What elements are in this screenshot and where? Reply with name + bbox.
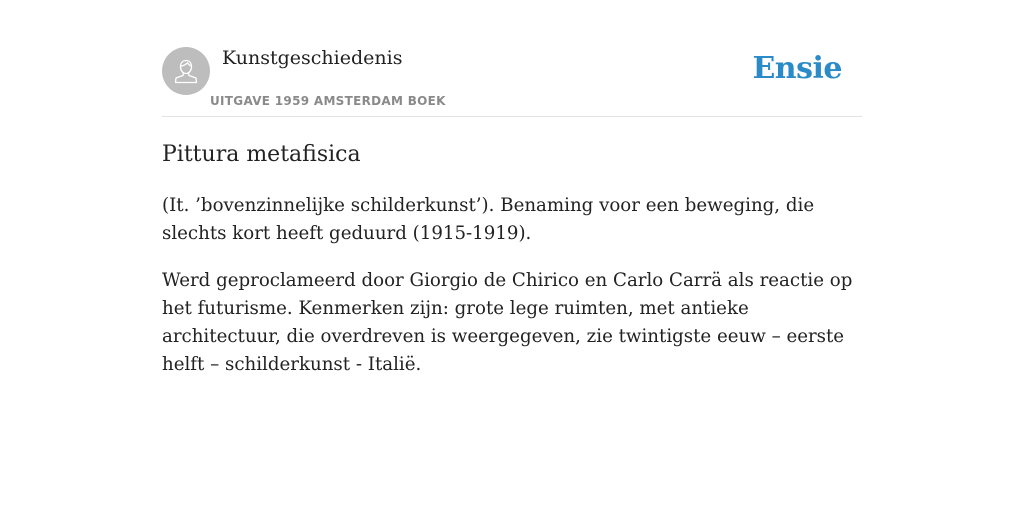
user-silhouette-icon bbox=[171, 56, 201, 86]
article-paragraph: (It. ’bovenzinnelijke schilderkunst’). Benaming voor een beweging, die slechts kort heeft geduurd (1915-1919). bbox=[162, 195, 815, 244]
article-header bbox=[162, 0, 862, 117]
page-container bbox=[162, 0, 862, 375]
brand-logo[interactable]: Ensie bbox=[752, 51, 842, 86]
source-line: UITGAVE 1959 AMSTERDAM BOEK bbox=[210, 94, 446, 108]
author-name-link[interactable]: Kunstgeschiedenis bbox=[222, 47, 403, 69]
author-avatar[interactable] bbox=[162, 47, 210, 95]
article-title: Pittura metafisica bbox=[162, 142, 361, 167]
article-paragraph: Werd geproclameerd door Giorgio de Chirico en Carlo Carrä als reactie op het futurisme. Kenmerken zijn: grote lege ruimten, met antieke architectuur, die overdreven is weergegeven, zie twintigste eeuw – eerste helft – schilderkunst - Italië. bbox=[162, 270, 853, 375]
